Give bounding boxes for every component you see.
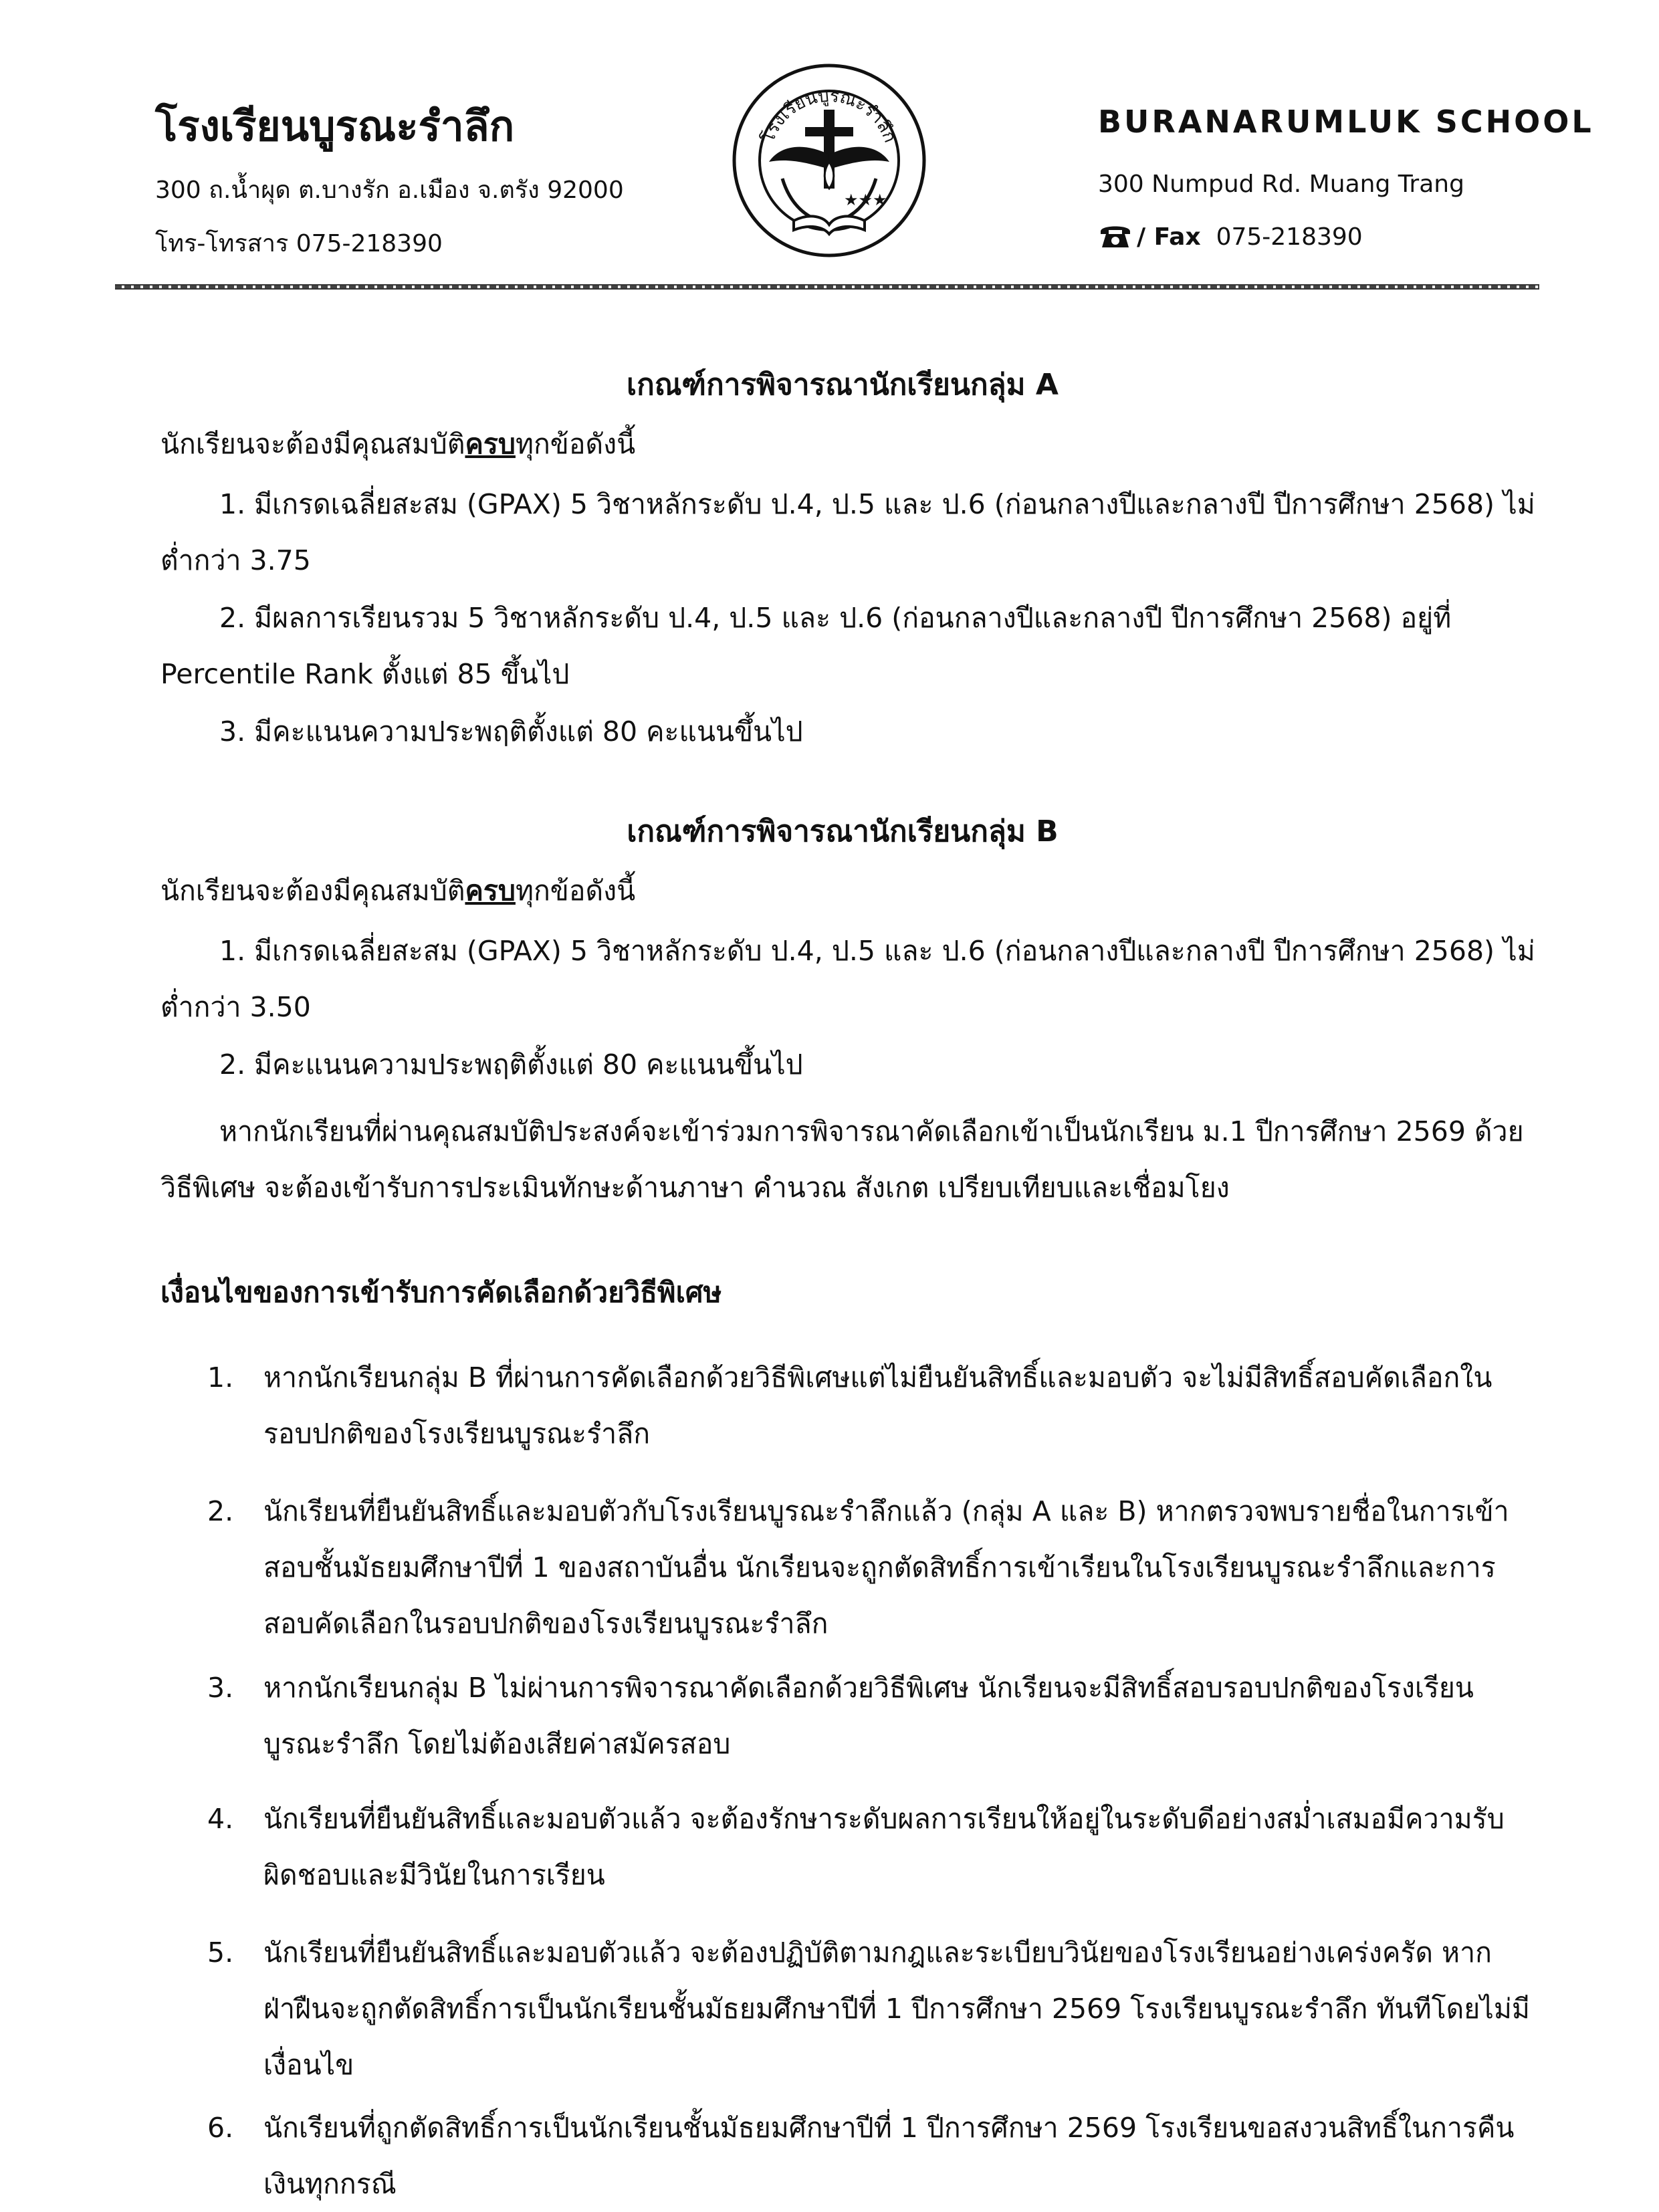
group-b-heading: เกณฑ์การพิจารณานักเรียนกลุ่ม B — [627, 814, 1059, 849]
condition-text: หากนักเรียนกลุ่ม B ที่ผ่านการคัดเลือกด้วยวิธีพิเศษแต่ไม่ยืนยันสิทธิ์และมอบตัว จะไม่มีสิทธิ์สอบคัดเลือกในรอบปกติของโรงเรียนบูรณะรำลึก — [263, 1361, 1492, 1450]
group-b-intro-text-end: ทุกข้อดังนี้ — [515, 875, 636, 907]
conditions-heading: เงื่อนไขของการเข้ารับการคัดเลือกด้วยวิธีพิเศษ — [160, 1276, 722, 1309]
group-b-intro-emphasis: ครบ — [465, 875, 516, 907]
group-b-intro-text: นักเรียนจะต้องมีคุณสมบัติ — [160, 875, 465, 907]
condition-number: 6. — [207, 2112, 234, 2144]
condition-item — [207, 1483, 1538, 1652]
school-logo — [730, 62, 928, 259]
logo-text: โรงเรียนบูรณะรำลึก — [758, 86, 901, 146]
condition-item — [207, 1791, 1538, 1903]
group-a-intro — [160, 416, 1538, 472]
group-a-item-2: 2. มีผลการเรียนรวม 5 วิชาหลักระดับ ป.4, ป.5 และ ป.6 (ก่อนกลางปีและกลางปี ปีการศึกษา 2568) อยู่ที่ Percentile Rank ตั้งแต่ 85 ขึ้นไป — [160, 602, 1452, 690]
condition-number: 5. — [207, 1937, 234, 1969]
condition-number: 1. — [207, 1361, 234, 1394]
group-a-intro-text: นักเรียนจะต้องมีคุณสมบัติ — [160, 428, 465, 460]
svg-text:★★★: ★★★ — [844, 191, 887, 209]
condition-item — [207, 1924, 1538, 2093]
group-a-intro-text-end: ทุกข้อดังนี้ — [515, 428, 636, 460]
condition-number: 3. — [207, 1672, 234, 1704]
group-b-intro — [160, 863, 1538, 919]
condition-item — [207, 1660, 1538, 1772]
condition-text: นักเรียนที่ถูกตัดสิทธิ์การเป็นนักเรียนชั้นมัธยมศึกษาปีที่ 1 ปีการศึกษา 2569 โรงเรียนขอสงวนสิทธิ์ในการคืนเงินทุกกรณี — [263, 2112, 1515, 2200]
condition-number: 2. — [207, 1495, 234, 1527]
fax-line — [1098, 222, 1363, 251]
condition-text: นักเรียนที่ยืนยันสิทธิ์และมอบตัวกับโรงเรียนบูรณะรำลึกแล้ว (กลุ่ม A และ B) หากตรวจพบรายชื่อในการเข้าสอบชั้นมัธยมศึกษาปีที่ 1 ของสถาบันอื่น นักเรียนจะถูกตัดสิทธิ์การเข้าเรียนในโรงเรียนบูรณะรำลึกและการสอบคัดเลือกในรอบปกติของโรงเรียนบูรณะรำลึก — [263, 1495, 1509, 1640]
group-b-item-2: 2. มีคะแนนความประพฤติตั้งแต่ 80 คะแนนขึ้นไป — [219, 1048, 803, 1081]
condition-number: 4. — [207, 1803, 234, 1835]
group-a-heading: เกณฑ์การพิจารณานักเรียนกลุ่ม A — [627, 368, 1059, 402]
condition-item — [207, 1349, 1538, 1462]
fax-label: / Fax — [1137, 223, 1201, 251]
school-name-en: BURANARUMLUK SCHOOL — [1098, 104, 1594, 140]
group-a-intro-emphasis: ครบ — [465, 428, 516, 460]
fax-number: 075-218390 — [1216, 223, 1363, 251]
condition-item — [207, 2100, 1538, 2212]
header-divider — [115, 284, 1539, 290]
school-name-th: โรงเรียนบูรณะรำลึก — [155, 102, 515, 150]
address-en: 300 Numpud Rd. Muang Trang — [1098, 171, 1464, 198]
condition-text: นักเรียนที่ยืนยันสิทธิ์และมอบตัวแล้ว จะต้องรักษาระดับผลการเรียนให้อยู่ในระดับดีอย่างสม่ำเสมอมีความรับผิดชอบและมีวินัยในการเรียน — [263, 1803, 1505, 1891]
condition-text: หากนักเรียนกลุ่ม B ไม่ผ่านการพิจารณาคัดเลือกด้วยวิธีพิเศษ นักเรียนจะมีสิทธิ์สอบรอบปกติของโรงเรียนบูรณะรำลึก โดยไม่ต้องเสียค่าสมัครสอบ — [263, 1672, 1474, 1760]
condition-text: นักเรียนที่ยืนยันสิทธิ์และมอบตัวแล้ว จะต้องปฏิบัติตามกฎและระเบียบวินัยของโรงเรียนอย่างเคร่งครัด หากฝ่าฝืนจะถูกตัดสิทธิ์การเป็นนักเรียนชั้นมัธยมศึกษาปีที่ 1 ปีการศึกษา 2569 โรงเรียนบูรณะรำลึก ทันทีโดยไม่มีเงื่อนไข — [263, 1937, 1530, 2081]
group-a-item-1: 1. มีเกรดเฉลี่ยสะสม (GPAX) 5 วิชาหลักระดับ ป.4, ป.5 และ ป.6 (ก่อนกลางปีและกลางปี ปีการศึกษา 2568) ไม่ต่ำกว่า 3.75 — [160, 488, 1535, 576]
address-th: 300 ถ.น้ำผุด ต.บางรัก อ.เมือง จ.ตรัง 92000 — [155, 177, 624, 204]
group-b-note: หากนักเรียนที่ผ่านคุณสมบัติประสงค์จะเข้าร่วมการพิจารณาคัดเลือกเข้าเป็นนักเรียน ม.1 ปีการศึกษา 2569 ด้วยวิธีพิเศษ จะต้องเข้ารับการประเมินทักษะด้านภาษา คำนวณ สังเกต เปรียบเทียบและเชื่อมโยง — [160, 1115, 1524, 1204]
group-a-item-3: 3. มีคะแนนความประพฤติตั้งแต่ 80 คะแนนขึ้นไป — [219, 715, 803, 748]
telephone-icon — [1098, 222, 1133, 249]
phone-th: โทร-โทรสาร 075-218390 — [155, 230, 443, 257]
group-b-item-1: 1. มีเกรดเฉลี่ยสะสม (GPAX) 5 วิชาหลักระดับ ป.4, ป.5 และ ป.6 (ก่อนกลางปีและกลางปี ปีการศึกษา 2568) ไม่ต่ำกว่า 3.50 — [160, 935, 1535, 1023]
